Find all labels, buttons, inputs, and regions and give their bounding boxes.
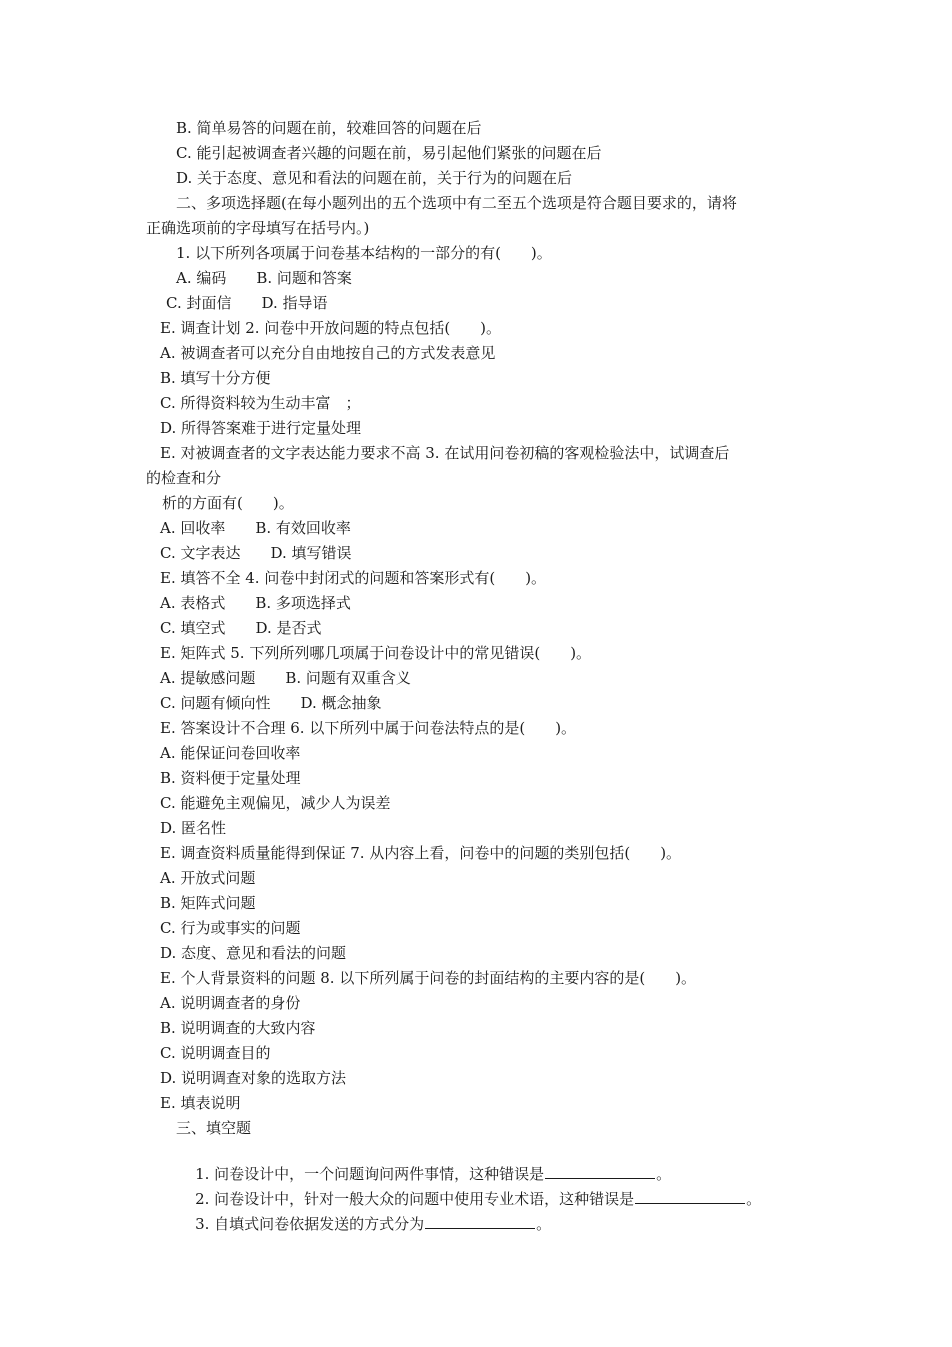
- option-line: D. 说明调查对象的选取方法: [160, 1069, 347, 1087]
- option-line: A. 回收率 B. 有效回收率: [160, 519, 351, 537]
- option-line: A. 表格式 B. 多项选择式: [160, 594, 351, 612]
- option-line: C. 能引起被调查者兴趣的问题在前，易引起他们紧张的问题在后: [176, 144, 602, 162]
- option-line: E. 填表说明: [160, 1094, 241, 1112]
- option-line: A. 编码 B. 问题和答案: [176, 269, 352, 287]
- option-line: C. 问题有倾向性 D. 概念抽象: [160, 694, 382, 712]
- section-heading-continued: 正确选项前的字母填写在括号内。): [146, 219, 370, 237]
- option-line: D. 匿名性: [160, 819, 227, 837]
- fill-question-end: 。: [656, 1165, 672, 1183]
- option-line: A. 提敏感问题 B. 问题有双重含义: [160, 669, 411, 687]
- fill-question-3: [176, 1193, 552, 1233]
- option-line: C. 行为或事实的问题: [160, 919, 301, 937]
- option-line: B. 资料便于定量处理: [160, 769, 301, 787]
- option-line: D. 关于态度、意见和看法的问题在前，关于行为的问题在后: [176, 169, 573, 187]
- section-heading-multiple-choice: 二、多项选择题(在每小题列出的五个选项中有二至五个选项是符合题目要求的，请将: [176, 194, 737, 212]
- question-line-continued: 析的方面有( )。: [162, 494, 294, 512]
- option-line: A. 开放式问题: [160, 869, 256, 887]
- option-line: E. 调查资料质量能得到保证 7. 从内容上看，问卷中的问题的类别包括( )。: [160, 844, 682, 862]
- fill-question-1: [176, 1143, 672, 1183]
- fill-question-end: 。: [746, 1190, 762, 1208]
- option-line: B. 填写十分方便: [160, 369, 271, 387]
- option-line: A. 能保证问卷回收率: [160, 744, 301, 762]
- option-line: E. 填答不全 4. 问卷中封闭式的问题和答案形式有( )。: [160, 569, 547, 587]
- option-line: A. 被调查者可以充分自由地按自己的方式发表意见: [160, 344, 496, 362]
- fill-question-end: 。: [536, 1215, 552, 1233]
- option-line: C. 封面信 D. 指导语: [166, 294, 328, 312]
- question-line-continued: 的检查和分: [146, 469, 222, 487]
- option-line: D. 态度、意见和看法的问题: [160, 944, 347, 962]
- fill-question-text: 1. 问卷设计中，一个问题询问两件事情，这种错误是: [195, 1165, 545, 1183]
- option-line: C. 填空式 D. 是否式: [160, 619, 322, 637]
- option-line: E. 对被调查者的文字表达能力要求不高 3. 在试用问卷初稿的客观检验法中，试调查后: [160, 444, 730, 462]
- answer-blank: [425, 1213, 535, 1229]
- option-line: A. 说明调查者的身份: [160, 994, 301, 1012]
- fill-question-2: [176, 1168, 762, 1208]
- option-line: C. 能避免主观偏见，减少人为误差: [160, 794, 391, 812]
- option-line: E. 矩阵式 5. 下列所列哪几项属于问卷设计中的常见错误( )。: [160, 644, 592, 662]
- option-line: C. 文字表达 D. 填写错误: [160, 544, 352, 562]
- question-line: 1. 以下所列各项属于问卷基本结构的一部分的有( )。: [176, 244, 552, 262]
- option-line: C. 说明调查目的: [160, 1044, 271, 1062]
- option-line: B. 简单易答的问题在前，较难回答的问题在后: [176, 119, 482, 137]
- answer-blank: [635, 1188, 745, 1204]
- option-line: E. 调查计划 2. 问卷中开放问题的特点包括( )。: [160, 319, 502, 337]
- fill-question-text: 2. 问卷设计中，针对一般大众的问题中使用专业术语，这种错误是: [195, 1190, 635, 1208]
- section-heading-fill-in: 三、填空题: [176, 1119, 252, 1137]
- option-line: E. 个人背景资料的问题 8. 以下所列属于问卷的封面结构的主要内容的是( )。: [160, 969, 697, 987]
- option-line: B. 说明调查的大致内容: [160, 1019, 316, 1037]
- option-line: D. 所得答案难于进行定量处理: [160, 419, 362, 437]
- option-line: C. 所得资料较为生动丰富 ；: [160, 394, 361, 412]
- fill-question-text: 3. 自填式问卷依据发送的方式分为: [195, 1215, 425, 1233]
- option-line: E. 答案设计不合理 6. 以下所列中属于问卷法特点的是( )。: [160, 719, 577, 737]
- option-line: B. 矩阵式问题: [160, 894, 256, 912]
